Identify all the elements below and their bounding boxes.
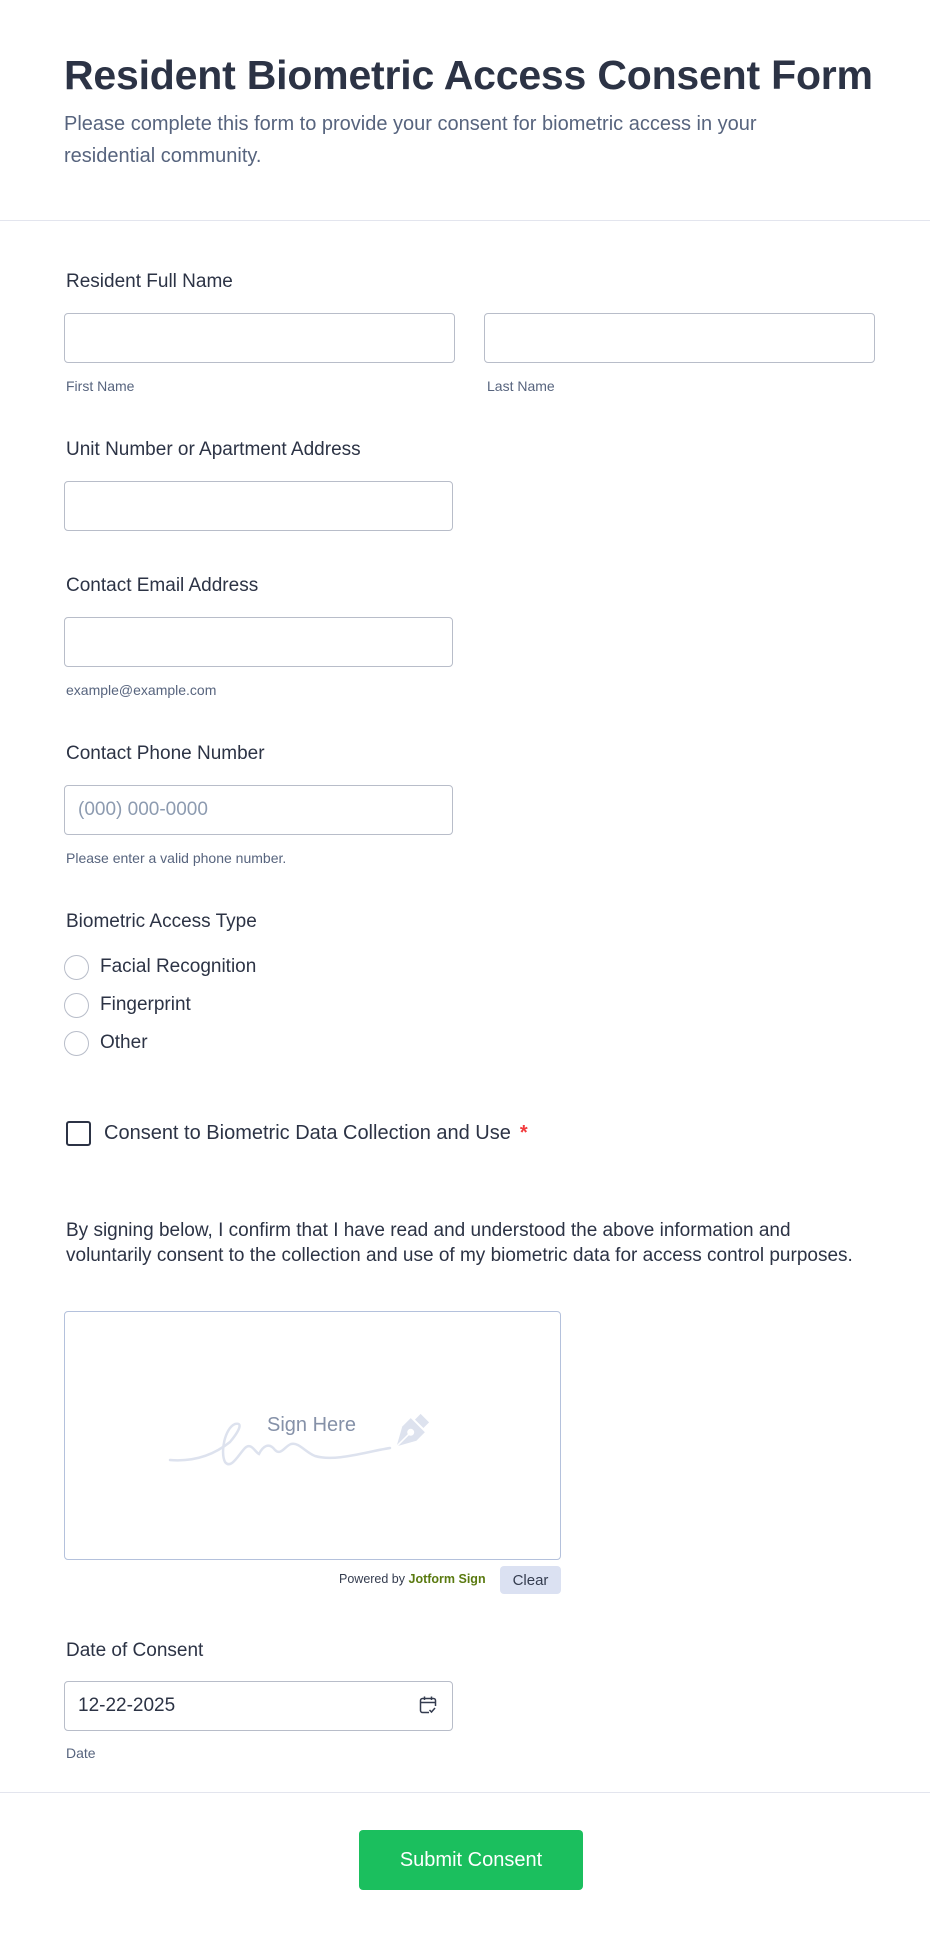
last-name-sublabel: Last Name	[487, 378, 555, 394]
form-header	[0, 0, 930, 221]
phone-input[interactable]	[64, 785, 453, 835]
last-name-input[interactable]	[484, 313, 875, 363]
unit-input[interactable]	[64, 481, 453, 531]
full-name-label: Resident Full Name	[66, 271, 233, 292]
radio-button[interactable]	[64, 955, 89, 980]
calendar-icon[interactable]	[418, 1695, 438, 1715]
consent-checkbox[interactable]	[66, 1121, 91, 1146]
email-sublabel: example@example.com	[66, 682, 217, 698]
signature-pad[interactable]	[64, 1311, 561, 1560]
email-input[interactable]	[64, 617, 453, 667]
email-label: Contact Email Address	[66, 575, 259, 596]
radio-option-fingerprint[interactable]	[64, 992, 191, 1018]
first-name-input[interactable]	[64, 313, 455, 363]
page-title: Resident Biometric Access Consent Form	[64, 52, 873, 98]
radio-label: Other	[100, 1032, 148, 1053]
consent-label: Consent to Biometric Data Collection and Use	[104, 1121, 511, 1144]
date-sublabel: Date	[66, 1745, 96, 1761]
powered-by	[339, 1572, 486, 1586]
access-type-label: Biometric Access Type	[66, 911, 257, 932]
signature-placeholder	[165, 1402, 465, 1482]
first-name-sublabel: First Name	[66, 378, 135, 394]
phone-label: Contact Phone Number	[66, 743, 265, 764]
date-input[interactable]	[64, 1681, 453, 1731]
radio-button[interactable]	[64, 993, 89, 1018]
page-subtitle: Please complete this form to provide your consent for biometric access in your residential community.	[64, 113, 757, 167]
sign-here-text: Sign Here	[267, 1414, 356, 1436]
clear-signature-button[interactable]: Clear	[500, 1566, 561, 1594]
unit-label: Unit Number or Apartment Address	[66, 439, 361, 460]
required-asterisk: *	[519, 1121, 528, 1144]
radio-label: Fingerprint	[100, 994, 191, 1015]
footer-divider	[0, 1792, 930, 1793]
radio-button[interactable]	[64, 1031, 89, 1056]
consent-checkbox-row[interactable]	[66, 1120, 528, 1146]
powered-by-prefix: Powered by	[339, 1572, 406, 1586]
date-label: Date of Consent	[66, 1640, 204, 1661]
jotform-sign-brand[interactable]: Jotform Sign	[408, 1572, 486, 1586]
signature-statement: By signing below, I confirm that I have read and understood the above information and voluntarily consent to the collection and use of my biometric data for access control purposes.	[66, 1220, 853, 1266]
submit-consent-button[interactable]: Submit Consent	[359, 1830, 583, 1890]
phone-sublabel: Please enter a valid phone number.	[66, 850, 287, 866]
radio-option-other[interactable]	[64, 1030, 148, 1056]
pen-nib-icon	[387, 1410, 433, 1456]
radio-option-facial-recognition[interactable]	[64, 954, 256, 980]
radio-label: Facial Recognition	[100, 956, 257, 977]
